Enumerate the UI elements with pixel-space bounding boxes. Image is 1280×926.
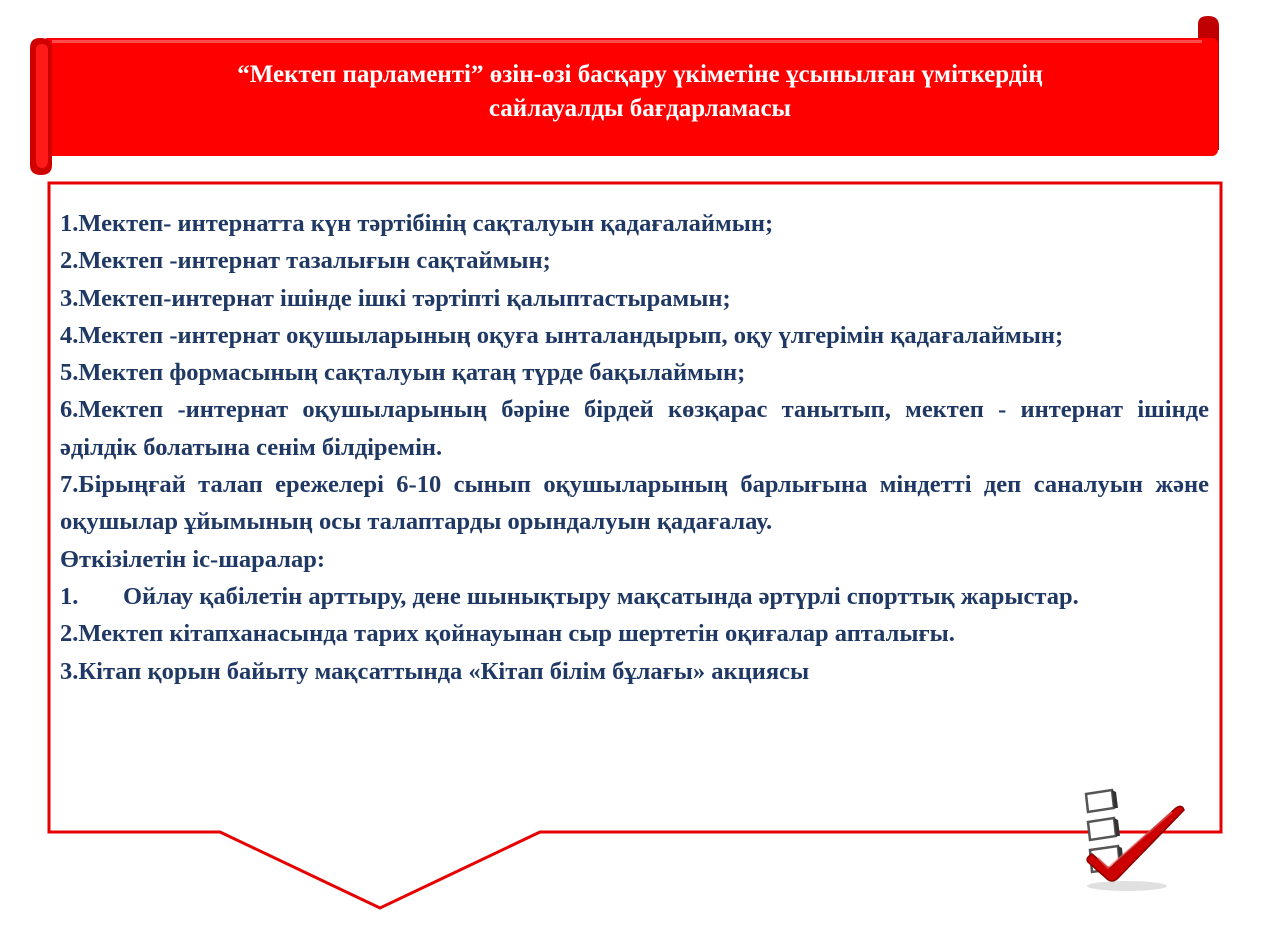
event-item-1 xyxy=(60,578,1209,615)
event-item-1-number: 1. xyxy=(60,582,79,610)
banner-title-line2: сайлауалды бағдарламасы xyxy=(488,95,792,122)
checklist-checkmark-icon xyxy=(1072,786,1192,892)
program-item-4: 4.Мектеп -интернат оқушыларының оқуға ынталандырып, оқу үлгерімін қадағалаймын; xyxy=(60,321,1064,349)
event-item-3: 3.Кітап қорын байыту мақсаттында «Кітап білім бұлағы» акциясы xyxy=(60,657,810,685)
program-item-7: 7.Бірыңғай талап ережелері 6-10 сынып оқушыларының барлығына міндетті деп саналуын және оқушылар ұйымының осы талаптарды орындалуын қадағалау. xyxy=(60,471,1209,536)
program-item-6: 6.Мектеп -интернат оқушыларының бәріне бірдей көзқарас танытып, мектеп - интернат ішінде әділдік болатына сенім білдіремін. xyxy=(60,396,1209,461)
program-content xyxy=(60,205,1209,690)
event-item-1-text: Ойлау қабілетін арттыру, дене шынықтыру мақсатында әртүрлі спорттық жарыстар. xyxy=(123,582,1079,610)
program-item-1: 1.Мектеп- интернатта күн тәртібінің сақталуын қадағалаймын; xyxy=(60,210,774,237)
program-item-5: 5.Мектеп формасының сақталуын қатаң түрде бақылаймын; xyxy=(60,359,746,387)
events-heading: Өткізілетін іс-шаралар: xyxy=(60,545,326,573)
program-item-2: 2.Мектеп -интернат тазалығын сақтаймын; xyxy=(60,247,551,275)
banner-title-line1: “Мектеп парламенті” өзін-өзі басқару үкіметіне ұсынылған үміткердің xyxy=(237,61,1043,88)
event-item-2: 2.Мектеп кітапханасында тарих қойнауынан сыр шертетін оқиғалар апталығы. xyxy=(60,620,955,648)
banner-title xyxy=(90,58,1190,126)
program-item-3: 3.Мектеп-интернат ішінде ішкі тәртіпті қалыптастырамын; xyxy=(60,284,731,312)
checkbox-1 xyxy=(1086,790,1114,812)
checkbox-2 xyxy=(1088,818,1116,840)
